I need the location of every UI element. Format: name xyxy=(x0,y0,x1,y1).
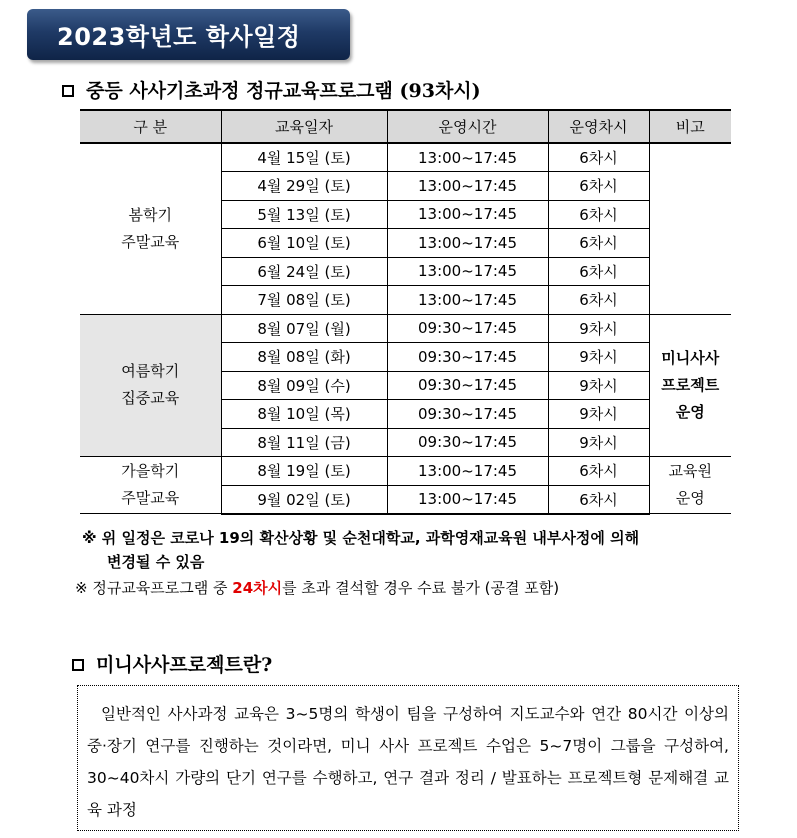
section-heading-mini xyxy=(72,650,272,677)
remarks-cell-summer xyxy=(649,314,731,457)
term-cell-spring xyxy=(80,143,221,314)
term-label: 봄학기 주말교육 xyxy=(121,205,180,251)
page-title: 2023학년도 학사일정 xyxy=(57,23,301,51)
table-row xyxy=(80,457,731,486)
time-cell: 09:30~17:45 xyxy=(387,428,548,457)
sessions-cell: 6차시 xyxy=(548,143,649,172)
date-cell: 8월 10일 (목) xyxy=(221,400,387,429)
header-category: 구 분 xyxy=(80,110,221,143)
schedule-table-body xyxy=(80,143,731,514)
date-cell: 8월 07일 (월) xyxy=(221,314,387,343)
notice-attendance-highlight: 24차시 xyxy=(232,579,283,597)
header-sessions: 운영차시 xyxy=(548,110,649,143)
checkbox-square-icon xyxy=(72,659,84,671)
header-time: 운영시간 xyxy=(387,110,548,143)
date-cell: 9월 02일 (토) xyxy=(221,485,387,514)
date-cell: 4월 15일 (토) xyxy=(221,143,387,172)
section-heading-program xyxy=(62,76,481,103)
sessions-cell: 9차시 xyxy=(548,400,649,429)
schedule-table xyxy=(80,109,731,515)
sessions-cell: 6차시 xyxy=(548,257,649,286)
sessions-cell: 9차시 xyxy=(548,371,649,400)
sessions-cell: 6차시 xyxy=(548,172,649,201)
section-title-mini: 미니사사프로젝트란? xyxy=(96,654,273,676)
sessions-cell: 9차시 xyxy=(548,428,649,457)
section-title-program: 중등 사사기초과정 정규교육프로그램 (93차시) xyxy=(86,80,481,102)
table-row xyxy=(80,143,731,172)
mini-project-description-box xyxy=(77,685,739,831)
sessions-cell: 9차시 xyxy=(548,343,649,372)
table-row xyxy=(80,314,731,343)
time-cell: 13:00~17:45 xyxy=(387,485,548,514)
date-cell: 6월 10일 (토) xyxy=(221,229,387,258)
sessions-cell: 6차시 xyxy=(548,457,649,486)
notice-attendance-pre: ※ 정규교육프로그램 중 xyxy=(75,579,233,597)
time-cell: 09:30~17:45 xyxy=(387,371,548,400)
sessions-cell: 6차시 xyxy=(548,229,649,258)
sessions-cell: 9차시 xyxy=(548,314,649,343)
sessions-cell: 6차시 xyxy=(548,485,649,514)
date-cell: 8월 11일 (금) xyxy=(221,428,387,457)
sessions-cell: 6차시 xyxy=(548,200,649,229)
time-cell: 09:30~17:45 xyxy=(387,343,548,372)
page-title-banner xyxy=(27,9,350,60)
sessions-cell: 6차시 xyxy=(548,286,649,315)
time-cell: 13:00~17:45 xyxy=(387,229,548,258)
header-remarks: 비고 xyxy=(649,110,731,143)
date-cell: 8월 08일 (화) xyxy=(221,343,387,372)
term-cell-autumn xyxy=(80,457,221,514)
notice-attendance xyxy=(75,577,559,598)
time-cell: 13:00~17:45 xyxy=(387,143,548,172)
date-cell: 4월 29일 (토) xyxy=(221,172,387,201)
term-cell-summer xyxy=(80,314,221,457)
time-cell: 13:00~17:45 xyxy=(387,457,548,486)
checkbox-square-icon xyxy=(62,85,74,97)
notice-covid-line2: 변경될 수 있음 xyxy=(107,553,205,571)
time-cell: 09:30~17:45 xyxy=(387,314,548,343)
mini-project-description: 일반적인 사사과정 교육은 3~5명의 학생이 팀을 구성하여 지도교수와 연간 80시간 이상의 중·장기 연구를 진행하는 것이라면, 미니 사사 프로젝트 수업은 5~7명이 그룹을 구성하여, 30~40차시 가량의 단기 연구를 수행하고, 연구 결과 정리 / 발표하는 프로젝트형 문제해결 교육 과정 xyxy=(87,705,729,819)
date-cell: 5월 13일 (토) xyxy=(221,200,387,229)
time-cell: 13:00~17:45 xyxy=(387,257,548,286)
notice-attendance-post: 를 초과 결석할 경우 수료 불가 (공결 포함) xyxy=(282,579,560,597)
date-cell: 6월 24일 (토) xyxy=(221,257,387,286)
time-cell: 09:30~17:45 xyxy=(387,400,548,429)
date-cell: 8월 09일 (수) xyxy=(221,371,387,400)
remarks-cell-spring xyxy=(649,143,731,314)
remarks-cell-autumn xyxy=(649,457,731,514)
remarks-label: 교육원 운영 xyxy=(668,462,712,507)
schedule-table-header xyxy=(80,110,731,143)
date-cell: 7월 08일 (토) xyxy=(221,286,387,315)
term-label: 여름학기 집중교육 xyxy=(121,362,180,408)
time-cell: 13:00~17:45 xyxy=(387,172,548,201)
notice-covid-line1: ※ 위 일정은 코로나 19의 확산상황 및 순천대학교, 과학영재교육원 내부사정에 의해 xyxy=(82,529,640,547)
term-label: 가을학기 주말교육 xyxy=(121,462,180,507)
remarks-label: 미니사사 프로젝트 운영 xyxy=(661,348,720,421)
date-cell: 8월 19일 (토) xyxy=(221,457,387,486)
time-cell: 13:00~17:45 xyxy=(387,200,548,229)
header-date: 교육일자 xyxy=(221,110,387,143)
time-cell: 13:00~17:45 xyxy=(387,286,548,315)
